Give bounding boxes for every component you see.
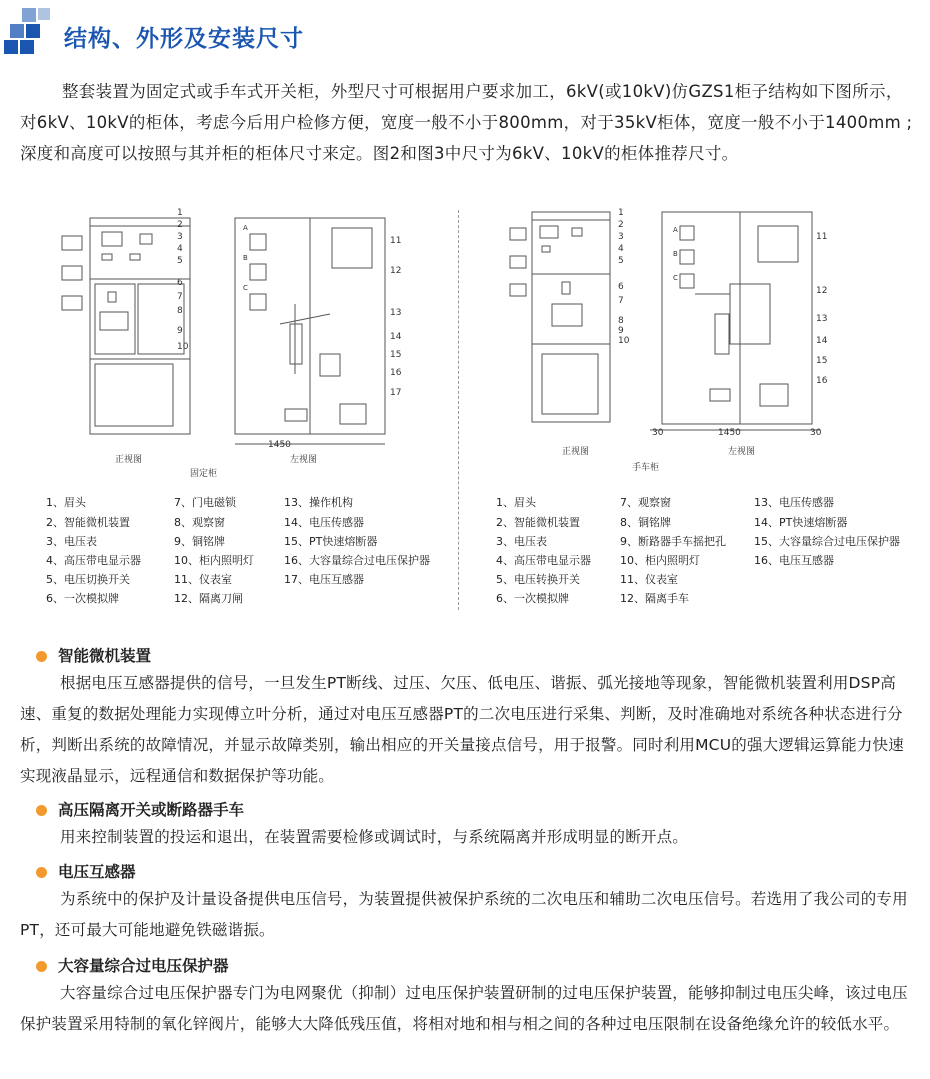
legend-item: 8、铜铭牌 [620,516,671,529]
legend-item: 8、观察窗 [174,516,225,529]
callout: 2 [618,220,624,230]
callout: 16 [390,368,402,378]
legend-item: 1、眉头 [46,496,86,509]
fixed-group-label: 固定柜 [190,469,218,479]
fixed-dimension-label: 1450 [268,440,291,450]
svg-text:C: C [243,284,248,292]
callout: 5 [618,256,624,266]
callout: 12 [390,266,402,276]
section-heading [20,954,918,978]
section-overvoltage-protector [20,954,918,1040]
callout: 11 [816,232,828,242]
callout: 13 [390,308,402,318]
svg-text:A: A [673,226,678,234]
callout: 10 [177,342,189,352]
bullet-dot-icon [36,805,47,816]
callout: 13 [816,314,828,324]
bullet-dot-icon [36,651,47,662]
legend-item: 3、电压表 [46,535,97,548]
legend-item: 15、大容量综合过电压保护器 [754,535,900,548]
legend-item: 16、大容量综合过电压保护器 [284,554,430,567]
callout: 2 [177,220,183,230]
callout: 1 [618,208,624,218]
callout: 7 [177,292,183,302]
withdrawable-dim-left: 30 [652,428,664,438]
callout: 4 [618,244,624,254]
page-title: 结构、外形及安装尺寸 [64,26,304,52]
withdrawable-dim-right: 30 [810,428,822,438]
section-body: 为系统中的保护及计量设备提供电压信号，为装置提供被保护系统的二次电压和辅助二次电压信号。若选用了我公司的专用PT，还可最大可能地避免铁磁谐振。 [20,890,908,939]
legend-item: 13、操作机构 [284,496,353,509]
legend-item: 15、PT快速熔断器 [284,535,378,548]
callout: 1 [177,208,183,218]
legend-item: 12、隔离手车 [620,592,689,605]
legend-item: 2、智能微机装置 [46,516,130,529]
withdrawable-front-view-label: 正视图 [562,447,590,457]
callout: 8 [177,306,183,316]
figure-divider [458,210,459,610]
fixed-cabinet-drawing [40,204,450,474]
withdrawable-cabinet-legend [496,494,926,614]
callout: 3 [618,232,624,242]
svg-text:B: B [243,254,248,262]
section-heading-text: 大容量综合过电压保护器 [58,957,229,975]
callout: 9 [618,326,624,336]
section-body: 根据电压互感器提供的信号，一旦发生PT断线、过压、欠压、低电压、谐振、弧光接地等现象，智能微机装置利用DSP高速、重复的数据处理能力实现傅立叶分析，通过对电压互感器PT的二次电压进行采集、判断，及时准确地对系统各种状态进行分析，判断出系统的故障情况，并显示故障类别，输出相应的开关量接点信号，用于报警。同时利用MCU的强大逻辑运算能力快速实现液晶显示，远程通信和数据保护等功能。 [20,674,904,785]
legend-item: 2、智能微机装置 [496,516,580,529]
legend-item: 12、隔离刀闸 [174,592,243,605]
section-heading-text: 高压隔离开关或断路器手车 [58,801,245,819]
legend-item: 9、铜铭牌 [174,535,225,548]
legend-item: 7、观察窗 [620,496,671,509]
section-body: 大容量综合过电压保护器专门为电网聚优（抑制）过电压保护装置研制的过电压保护装置，能够抑制过电压尖峰，该过电压保护装置采用特制的氧化锌阀片，能够大大降低残压值，将相对地和相与相之间的各种过电压限制在设备绝缘允许的较低水平。 [20,984,908,1033]
section-heading [20,644,918,668]
bullet-dot-icon [36,867,47,878]
withdrawable-group-label: 手车柜 [632,463,660,473]
legend-item: 17、电压互感器 [284,573,364,586]
brand-logo-squares [4,8,50,54]
legend-item: 11、仪表室 [174,573,232,586]
callout: 10 [618,336,630,346]
intro-paragraph: 整套装置为固定式或手车式开关柜，外型尺寸可根据用户要求加工，6kV(或10kV)仿GZS1柜子结构如下图所示，对6kV、10kV的柜体，考虑今后用户检修方便，宽度一般不小于800mm，对于35kV柜体，宽度一般不小于1400mm ;深度和高度可以按照与其并柜的柜体尺寸来定。图2和图3中尺寸为6kV、10kV的柜体推荐尺寸。 [20,82,913,163]
callout: 14 [816,336,828,346]
section-heading [20,798,918,822]
withdrawable-cabinet-drawing [490,204,920,474]
fixed-front-view-label: 正视图 [115,455,143,465]
callout: 17 [390,388,402,398]
figure-withdrawable-cabinet [490,204,920,624]
legend-item: 9、断路器手车摇把孔 [620,535,726,548]
section-heading-text: 智能微机装置 [58,647,152,665]
callout: 14 [390,332,402,342]
callout: 8 [618,316,624,326]
legend-item: 16、电压互感器 [754,554,834,567]
callout: 15 [816,356,828,366]
callout: 3 [177,232,183,242]
legend-item: 6、一次模拟牌 [496,592,569,605]
withdrawable-dimension-label: 1450 [718,428,741,438]
figure-fixed-cabinet [40,204,450,624]
callout: 6 [177,278,183,288]
legend-item: 6、一次模拟牌 [46,592,119,605]
section-voltage-transformer [20,860,918,946]
legend-item: 10、柜内照明灯 [620,554,700,567]
callout: 11 [390,236,402,246]
legend-item: 11、仪表室 [620,573,678,586]
section-smart-device [20,644,918,792]
callout: 6 [618,282,624,292]
legend-item: 4、高压带电显示器 [496,554,591,567]
callout: 15 [390,350,402,360]
legend-item: 1、眉头 [496,496,536,509]
legend-item: 5、电压切换开关 [46,573,130,586]
legend-item: 4、高压带电显示器 [46,554,141,567]
svg-text:B: B [673,250,678,258]
legend-item: 14、PT快速熔断器 [754,516,848,529]
legend-item: 14、电压传感器 [284,516,364,529]
svg-text:C: C [673,274,678,282]
withdrawable-side-view-label: 左视图 [728,447,756,457]
legend-item: 10、柜内照明灯 [174,554,254,567]
fixed-cabinet-legend [46,494,456,614]
legend-item: 5、电压转换开关 [496,573,580,586]
section-isolator [20,798,918,853]
section-heading [20,860,918,884]
callout: 5 [177,256,183,266]
callout: 9 [177,326,183,336]
legend-item: 7、门电磁锁 [174,496,236,509]
svg-text:A: A [243,224,248,232]
callout: 12 [816,286,828,296]
bullet-dot-icon [36,961,47,972]
section-body: 用来控制装置的投运和退出，在装置需要检修或调试时，与系统隔离并形成明显的断开点。 [60,828,689,846]
section-heading-text: 电压互感器 [58,863,136,881]
legend-item: 13、电压传感器 [754,496,834,509]
callout: 4 [177,244,183,254]
legend-item: 3、电压表 [496,535,547,548]
callout: 7 [618,296,624,306]
fixed-side-view-label: 左视图 [290,455,318,465]
callout: 16 [816,376,828,386]
